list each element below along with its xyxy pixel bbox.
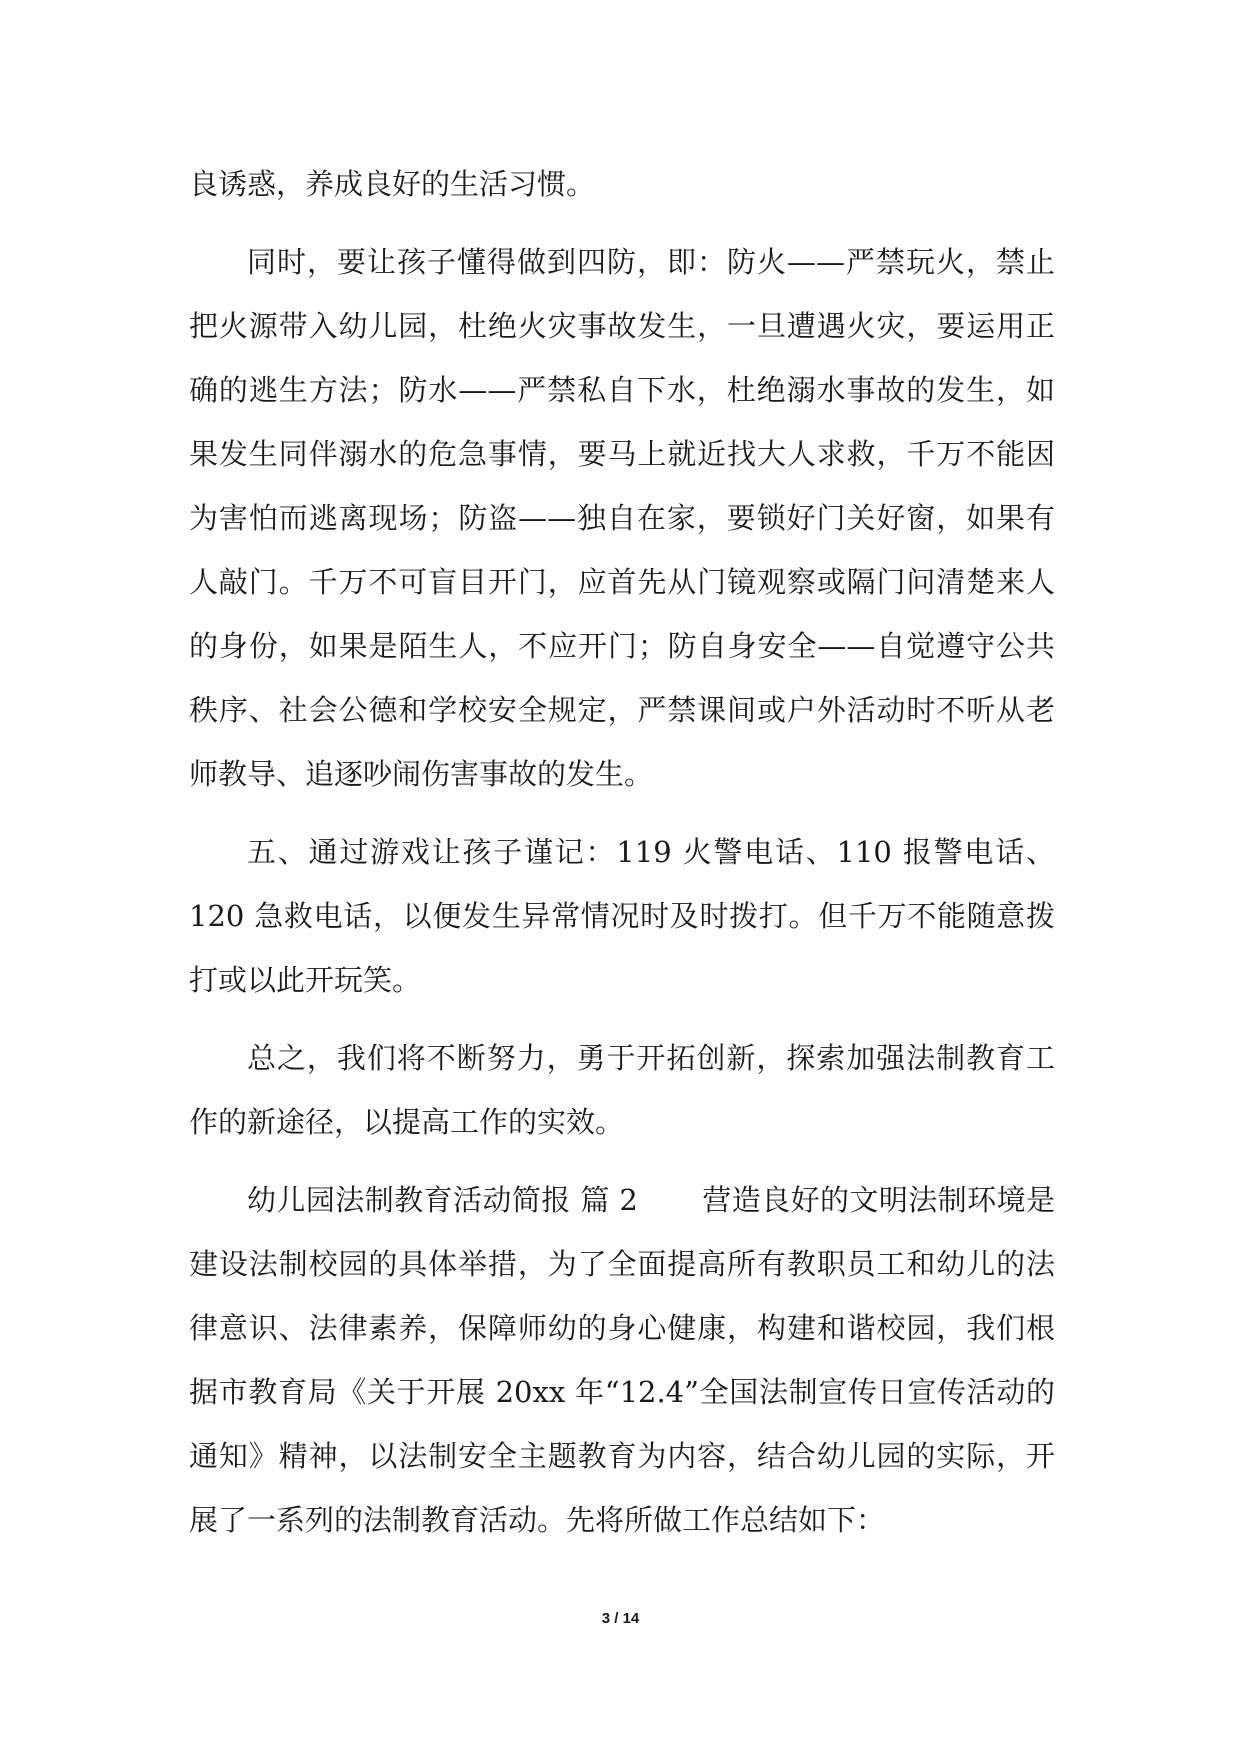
- paragraph-4: 总之，我们将不断努力，勇于开拓创新，探索加强法制教育工作的新途径，以提高工作的实效。: [189, 1041, 1055, 1139]
- paragraph-3: 五、通过游戏让孩子谨记：119 火警电话、110 报警电话、120 急救电话，以便发生异常情况时及时拨打。但千万不能随意拨打或以此开玩笑。: [189, 835, 1055, 997]
- section-paragraph: [189, 1168, 1055, 1552]
- paragraph-1: 良诱惑，养成良好的生活习惯。: [189, 167, 596, 201]
- paragraph-2: 同时，要让孩子懂得做到四防，即：防火——严禁玩火，禁止把火源带入幼儿园，杜绝火灾事故发生，一旦遭遇火灾，要运用正确的逃生方法；防水——严禁私自下水，杜绝溺水事故的发生，如果发生同伴溺水的危急事情，要马上就近找大人求救，千万不能因为害怕而逃离现场；防盗——独自在家，要锁好门关好窗，如果有人敲门。千万不可盲目开门，应首先从门镜观察或隔门问清楚来人的身份，如果是陌生人，不应开门；防自身安全——自觉遵守公共秩序、社会公德和学校安全规定，严禁课间或户外活动时不听从老师教导、追逐吵闹伤害事故的发生。: [189, 245, 1055, 791]
- section-body: 营造良好的文明法制环境是建设法制校园的具体举措，为了全面提高所有教职员工和幼儿的法律意识、法律素养，保障师幼的身心健康，构建和谐校园，我们根据市教育局《关于开展 20xx 年“12.4”全国法制宣传日宣传活动的通知》精神，以法制安全主题教育为内容，结合幼儿园的实际，开展了一系列的法制教育活动。先将所做工作总结如下：: [189, 1183, 1055, 1537]
- document-body: [189, 152, 1055, 1566]
- section-heading: 幼儿园法制教育活动简报 篇 2: [247, 1183, 638, 1217]
- page-number: 3 / 14: [601, 1610, 640, 1627]
